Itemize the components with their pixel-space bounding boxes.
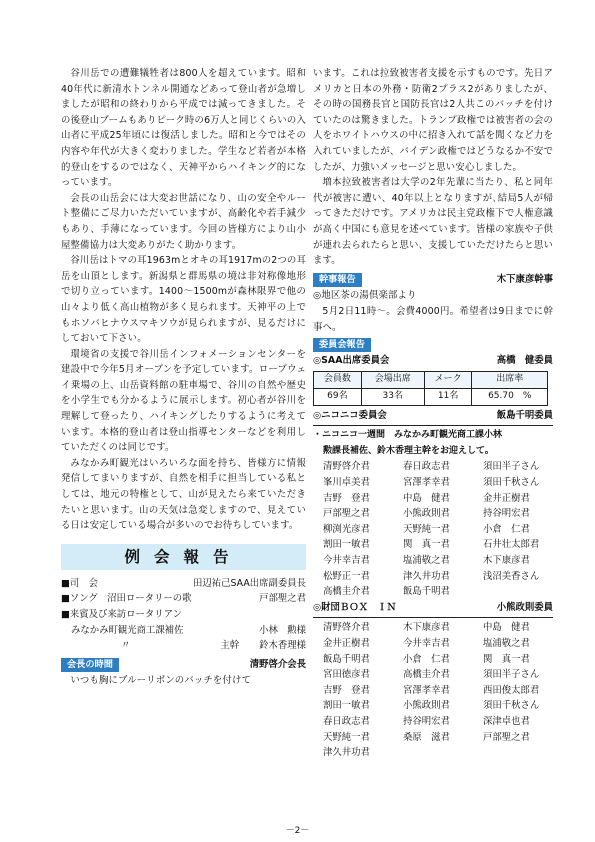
- divider: [313, 425, 553, 426]
- name-entry: 清野啓介君: [323, 461, 370, 473]
- box-row: [313, 600, 553, 616]
- paragraph-1: 谷川岳での遭難犠牲者は800人を超えています。昭和40年代に新清水トンネル開通などあって登山者が急増しましたが昭和の終わりから平成では減ってきました。その後登山ブームもありピーク時の6万人と同じくらいの入山者に平成25年頃には復活しました。昭和と今ではその内容や年代が大きく変わりました。学生など若者が本格的登山をするのではなく、天神平からハイキング的になっています。: [61, 68, 306, 189]
- header-rate: 出席率: [472, 371, 548, 388]
- left-column: [61, 66, 306, 689]
- name-entry: 宮澤孝幸君: [403, 477, 450, 489]
- name-entry: 須田半子さん: [483, 461, 540, 473]
- committee-report-tag: 委員会報告: [313, 338, 371, 352]
- guest2-name: 鈴木香理様: [259, 640, 306, 652]
- name-entry: 今井幸吉君: [403, 638, 450, 649]
- right-paragraph-1: います。これは拉致被害者支援を示すものです。先日アメリカと日本の外務・防衛2プラス2がありましたが、その時の国務長官と国防長官は2人共このバッチを付けていたのは驚きました。トランプ政権では被害者の会の人をホワイトハウスの中に招き入れて話を聞くなど力を入れていましたが、バイデン政権ではどうなるか不安でしたが、力強いメッセージと思い安心しました。: [313, 68, 553, 173]
- header-makeup: メーク: [424, 371, 472, 388]
- name-entry: 松野正一君: [323, 570, 370, 582]
- name-entry: 飯島千明君: [323, 653, 370, 665]
- name-entry: 小熊政則君: [403, 508, 450, 520]
- name-entry: 津久井功君: [323, 747, 370, 759]
- name-entry: 持谷明宏君: [483, 508, 530, 520]
- name-entry: 木下康彦君: [483, 555, 530, 567]
- box-name-list: [323, 620, 553, 760]
- name-entry: 津久井功君: [403, 570, 450, 582]
- secretary-detail: 5月2日11時～。会費4000円。希望者は9日までに幹事へ。: [313, 305, 553, 333]
- committee-bar: [313, 338, 553, 352]
- niko-row: [313, 408, 553, 424]
- header-members: 会員数: [314, 371, 362, 388]
- name-entry: [483, 584, 563, 600]
- secretary-item: ◎地区茶の湯倶楽部より: [313, 290, 417, 302]
- name-entry: 金井正樹君: [483, 492, 530, 504]
- name-entry: 中島 健君: [403, 492, 450, 504]
- name-entry: 戸部聖之君: [483, 731, 530, 743]
- mc-row: [61, 576, 306, 592]
- page-number: －2－: [285, 826, 310, 836]
- niko-week-line2: 勲課長補佐、鈴木香理主幹をお迎えして。: [323, 445, 494, 456]
- right-column: [313, 66, 553, 761]
- paragraph-3: 谷川岳はトマの耳1963mとオキの耳1917mの2つの耳岳を山頂とします。新潟県と群馬県の境は非対称像地形で切り立っています。1400～1500mが森林限界で他の山々より低く高山植物が多く見られます。天神平の上でもホソバヒナウスマキソウが見られますが、見るだけにしておいて下さい。: [61, 255, 306, 345]
- name-entry: [403, 745, 483, 761]
- value-rate: 65.70 %: [472, 388, 548, 405]
- name-entry: 塩浦敬之君: [403, 555, 450, 567]
- name-entry: 須田千秋さん: [483, 700, 540, 712]
- saa-name: 高橋 健委員: [496, 355, 553, 367]
- name-entry: 春日政志君: [403, 461, 450, 473]
- song-label: ■ソング 沼田ロータリーの歌: [61, 593, 192, 605]
- value-members: 69名: [314, 388, 362, 405]
- name-entry: 石井壮太郎君: [483, 539, 540, 551]
- saa-row: [313, 353, 553, 369]
- name-entry: 高橋圭介君: [323, 586, 370, 598]
- name-entry: 今井幸吉君: [323, 555, 370, 567]
- name-entry: 関 真一君: [483, 653, 530, 665]
- name-entry: 吉野 登君: [323, 684, 370, 696]
- guest2-row: [61, 638, 306, 654]
- name-entry: 天野純一君: [403, 523, 450, 535]
- name-entry: 宮澤孝幸君: [403, 684, 450, 696]
- name-entry: 浅沼美香さん: [483, 570, 540, 582]
- name-entry: 宮田徳彦君: [323, 669, 370, 681]
- name-entry: 春日政志君: [323, 715, 370, 727]
- name-entry: 金井正樹君: [323, 638, 370, 649]
- attendance-value-row: [314, 388, 548, 405]
- name-entry: 小倉 仁君: [483, 523, 530, 535]
- guest1-name: 小林 勲様: [259, 624, 306, 636]
- name-entry: 吉野 登君: [323, 492, 370, 504]
- right-paragraph-2: 増本拉致被害者は大学の2年先輩に当たり、私と同年代が被害に遭い、40年以上となりますが､結局5人が帰ってきただけです。アメリカは民主党政権下で人権意識が高く中国にも意見を述べています。皆様の家族や子供が連れ去られたらと思い、支援していただけたらと思います。: [313, 177, 553, 267]
- name-entry: 清野啓介君: [323, 622, 370, 634]
- name-entry: 小熊政則君: [403, 700, 450, 712]
- song-value: 戸部聖之君: [259, 593, 306, 605]
- name-entry: [483, 745, 563, 761]
- box-name: 小熊政則委員: [496, 601, 553, 613]
- name-entry: 西田俊太郎君: [483, 684, 540, 696]
- saa-label: ◎SAA出席委員会: [313, 355, 390, 367]
- name-entry: 深津卓也君: [483, 715, 530, 727]
- value-makeup: 11名: [424, 388, 472, 405]
- president-time-tag: 会長の時間: [61, 658, 119, 672]
- name-entry: 高橋圭介君: [403, 669, 450, 681]
- secretary-bar: [313, 272, 553, 288]
- name-entry: 木下康彦君: [403, 622, 450, 634]
- mc-label: ■司 会: [61, 577, 98, 589]
- niko-name: 飯島千明委員: [496, 409, 553, 421]
- name-entry: 戸部聖之君: [323, 508, 370, 520]
- name-entry: 関 真一君: [403, 539, 450, 551]
- song-row: [61, 591, 306, 607]
- value-attendance: 33名: [361, 388, 424, 405]
- name-entry: 持谷明宏君: [403, 715, 450, 727]
- name-entry: 天野純一君: [323, 731, 370, 743]
- president-text: いつも胸にブルーリボンのバッチを付けて: [70, 675, 251, 687]
- divider: [313, 617, 553, 618]
- niko-name-list: [323, 459, 553, 599]
- name-entry: 割田一敏君: [323, 700, 370, 712]
- name-entry: 桑原 滋君: [403, 731, 450, 743]
- guest2-role: 主幹: [220, 640, 240, 652]
- name-entry: 須田千秋さん: [483, 477, 540, 489]
- guest1-row: [61, 623, 306, 639]
- mc-value: 田辺祐己SAA出席副委員長: [193, 577, 306, 589]
- name-entry: 割田一敏君: [323, 539, 370, 551]
- attendance-header-row: [314, 371, 548, 388]
- attendance-table: [313, 371, 548, 406]
- niko-label: ◎ニコニコ委員会: [313, 409, 387, 421]
- guest-label: ■来賓及び来訪ロータリアン: [61, 609, 182, 620]
- paragraph-4: 環境省の支援で谷川岳インフォメーションセンターを建設中で今年5月オープンを予定しています。ロープウェイ乗場の上、山岳資料館の駐車場で、谷川の自然や歴史を小学生でも分かるように展示します。初心者が谷川を理解して登ったり、ハイキングしたりするように考えています。本格的登山者は登山指導センターなどを利用していただくのは同じです。: [61, 348, 306, 454]
- header-attendance: 会場出席: [361, 371, 424, 388]
- president-name: 清野啓介会長: [249, 658, 306, 670]
- name-entry: 峯川卓美君: [323, 477, 370, 489]
- name-entry: 塩浦敬之君: [483, 638, 530, 649]
- name-entry: 飯島千明君: [403, 586, 450, 598]
- secretary-name: 木下康彦幹事: [496, 273, 553, 285]
- meeting-report-heading: 例会報告: [61, 544, 306, 570]
- name-entry: 中島 健君: [483, 622, 530, 634]
- name-entry: 小倉 仁君: [403, 653, 450, 665]
- paragraph-2: 会長の山岳会には大変お世話になり、山の安全やルート整備にご尽力いただいていますが、高齢化や若手減少もあり、手薄になっています。今回の皆様方により山小屋整備協力は大変ありがたく助かります。: [61, 192, 306, 251]
- guest2-mark: 〃: [121, 640, 131, 652]
- name-entry: 須田半子さん: [483, 669, 540, 681]
- president-bar: [61, 657, 306, 673]
- secretary-report-tag: 幹事報告: [313, 273, 362, 287]
- paragraph-5: みなかみ町観光はいろいろな面を持ち、皆様方に情報発信してまいりますが、自然を相手に担当している私としては、地元の特権として、山が見えたら来ていただきたいと思います。山の天気は急変しますので、見えている日は安定している場合が多いのでお待ちしています。: [61, 457, 306, 532]
- guest1-org: みなかみ町観光商工課補佐: [71, 624, 184, 636]
- niko-week-line1: ・ニコニコ一週間 みなかみ町観光商工課小林: [313, 430, 503, 441]
- guest-row: [61, 607, 306, 623]
- box-label: ◎財団ＢＯＸ ＩＮ: [313, 601, 397, 613]
- name-entry: 柳渕光彦君: [323, 523, 370, 535]
